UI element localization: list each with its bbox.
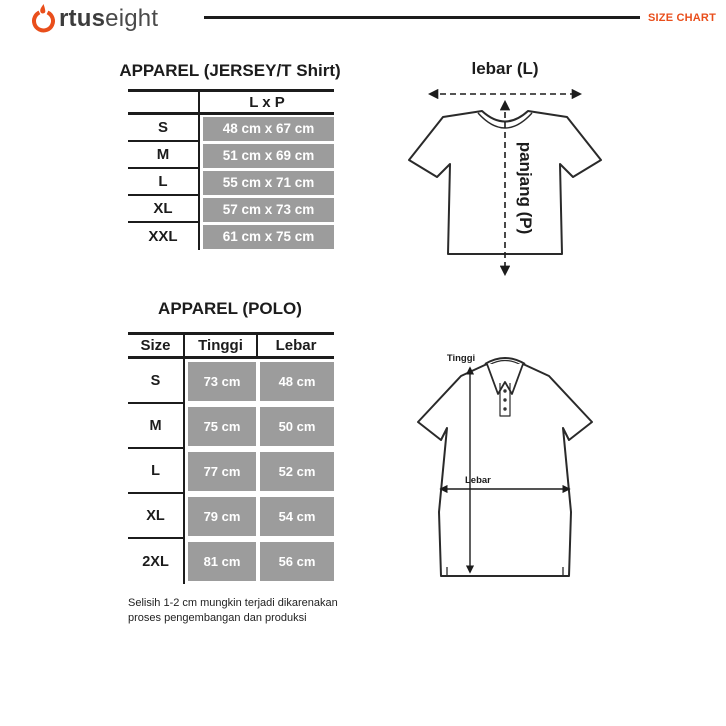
- table-row: [128, 359, 334, 404]
- table-row: [128, 494, 334, 539]
- size-label: XL: [128, 196, 200, 223]
- table-row: [128, 223, 334, 250]
- brand-flame-o-icon: [30, 3, 57, 35]
- brand-wordmark: [59, 5, 158, 33]
- polo-height-label: Tinggi: [446, 353, 476, 364]
- disclaimer-note: [128, 596, 358, 626]
- size-label: L: [128, 449, 185, 494]
- lebar-value: 50 cm: [260, 407, 334, 446]
- tshirt-width-label: lebar (L): [471, 59, 539, 78]
- header-divider: [204, 16, 640, 19]
- jersey-size-table: [128, 89, 334, 250]
- tinggi-value: 73 cm: [188, 362, 256, 401]
- lebar-value: 48 cm: [260, 362, 334, 401]
- tinggi-value: 81 cm: [188, 542, 256, 581]
- disclaimer-line-2: proses pengembangan dan produksi: [128, 611, 307, 624]
- polo-header-tinggi: Tinggi: [185, 335, 258, 356]
- size-label: L: [128, 169, 200, 196]
- brand-wordmark-rtus: rtus: [59, 5, 106, 32]
- polo-width-label: Lebar: [465, 475, 491, 486]
- polo-section-title: APPAREL (POLO): [158, 299, 302, 318]
- size-value: 51 cm x 69 cm: [203, 144, 334, 168]
- lebar-value: 56 cm: [260, 542, 334, 581]
- jersey-header-lxp: L x P: [249, 93, 285, 111]
- table-row: [128, 539, 334, 584]
- polo-size-table: [128, 332, 334, 584]
- tshirt-length-label: panjang (P): [516, 141, 535, 235]
- tinggi-value: 77 cm: [188, 452, 256, 491]
- brand-logo: [30, 3, 158, 35]
- table-row: [128, 169, 334, 196]
- table-row: [128, 196, 334, 223]
- size-label: M: [128, 404, 185, 449]
- brand-wordmark-eight: eight: [105, 5, 159, 32]
- size-label: XL: [128, 494, 185, 539]
- table-row: [128, 449, 334, 494]
- size-value: 57 cm x 73 cm: [203, 198, 334, 222]
- size-value: 48 cm x 67 cm: [203, 117, 334, 141]
- size-label: S: [128, 115, 200, 142]
- polo-header-lebar: Lebar: [275, 337, 317, 354]
- polo-table-header: [128, 332, 334, 359]
- lebar-value: 52 cm: [260, 452, 334, 491]
- size-label: 2XL: [128, 539, 185, 584]
- jersey-section-title: APPAREL (JERSEY/T Shirt): [119, 61, 341, 80]
- table-row: [128, 404, 334, 449]
- size-value: 61 cm x 75 cm: [203, 225, 334, 249]
- table-row: [128, 142, 334, 169]
- size-label: S: [128, 359, 185, 404]
- table-row: [128, 115, 334, 142]
- size-value: 55 cm x 71 cm: [203, 171, 334, 195]
- size-label: XXL: [128, 223, 200, 250]
- jersey-table-header: [128, 89, 334, 115]
- disclaimer-line-1: Selisih 1-2 cm mungkin terjadi dikarenakan: [128, 597, 338, 609]
- tinggi-value: 75 cm: [188, 407, 256, 446]
- jersey-header-spacer: [128, 92, 200, 112]
- size-label: M: [128, 142, 200, 169]
- tinggi-value: 79 cm: [188, 497, 256, 536]
- size-chart-label: SIZE CHART: [648, 12, 716, 24]
- tshirt-diagram: [403, 84, 607, 282]
- polo-header-size: Size: [128, 335, 185, 356]
- lebar-value: 54 cm: [260, 497, 334, 536]
- polo-diagram: [403, 346, 607, 590]
